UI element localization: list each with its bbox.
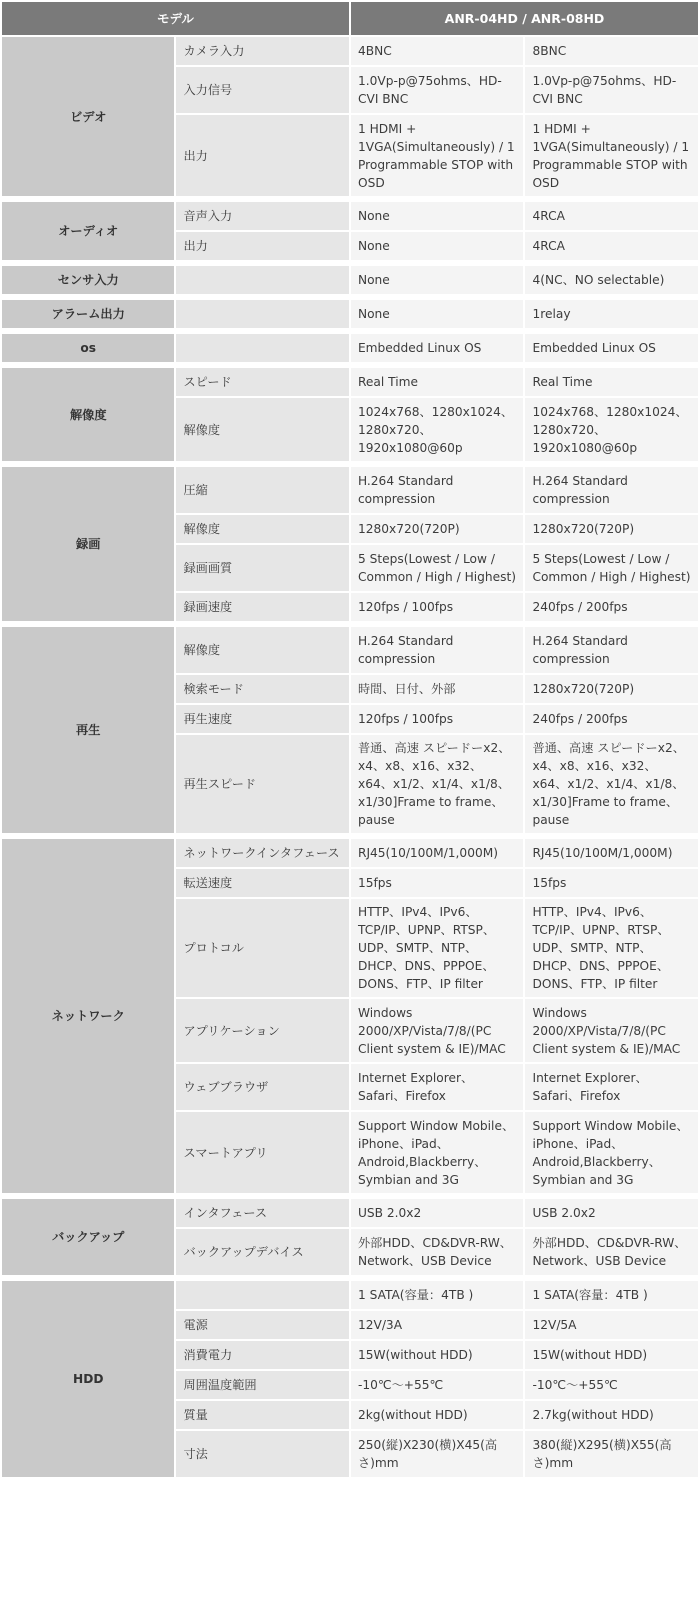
spec-label: 周囲温度範囲: [176, 1371, 349, 1399]
group-separator: [2, 262, 698, 264]
spec-value-anr08hd: 1relay: [525, 300, 698, 328]
spec-label: 解像度: [176, 398, 349, 461]
group-label: アラーム出力: [2, 300, 174, 328]
spec-value-anr08hd: 8BNC: [525, 37, 698, 65]
group-label: ネットワーク: [2, 839, 174, 1193]
spec-label: [176, 334, 349, 362]
spec-value-anr04hd: RJ45(10/100M/1,000M): [351, 839, 523, 867]
spec-label: プロトコル: [176, 899, 349, 997]
spec-label: 圧縮: [176, 467, 349, 513]
spec-label: 転送速度: [176, 869, 349, 897]
spec-label: 再生スピード: [176, 735, 349, 833]
spec-value-anr04hd: Support Window Mobile、iPhone、iPad、Android,Blackberry、Symbian and 3G: [351, 1112, 523, 1193]
spec-row: [2, 467, 698, 513]
spec-label: 検索モード: [176, 675, 349, 703]
spec-value-anr04hd: 120fps / 100fps: [351, 705, 523, 733]
group-separator: [2, 835, 698, 837]
spec-value-anr04hd: H.264 Standard compression: [351, 627, 523, 673]
group-separator: [2, 296, 698, 298]
spec-value-anr08hd: 240fps / 200fps: [525, 705, 698, 733]
model-name-cell: ANR-04HD / ANR-08HD: [351, 2, 698, 35]
spec-value-anr04hd: H.264 Standard compression: [351, 467, 523, 513]
spec-value-anr08hd: 1.0Vp-p@75ohms、HD-CVI BNC: [525, 67, 698, 113]
spec-value-anr08hd: 2.7kg(without HDD): [525, 1401, 698, 1429]
spec-label: バックアップデバイス: [176, 1229, 349, 1275]
spec-label: 消費電力: [176, 1341, 349, 1369]
spec-value-anr08hd: H.264 Standard compression: [525, 467, 698, 513]
spec-row: [2, 202, 698, 230]
group-label: バックアップ: [2, 1199, 174, 1275]
spec-value-anr04hd: 120fps / 100fps: [351, 593, 523, 621]
spec-value-anr04hd: 5 Steps(Lowest / Low / Common / High / Highest): [351, 545, 523, 591]
spec-value-anr08hd: Windows 2000/XP/Vista/7/8/(PC Client system & IE)/MAC: [525, 999, 698, 1062]
spec-label: 音声入力: [176, 202, 349, 230]
spec-value-anr04hd: None: [351, 266, 523, 294]
spec-value-anr08hd: 1 SATA(容量：4TB ): [525, 1281, 698, 1309]
group-label: ビデオ: [2, 37, 174, 196]
spec-value-anr04hd: Embedded Linux OS: [351, 334, 523, 362]
spec-value-anr08hd: 5 Steps(Lowest / Low / Common / High / Highest): [525, 545, 698, 591]
spec-value-anr04hd: 250(縦)X230(横)X45(高さ)mm: [351, 1431, 523, 1477]
spec-value-anr08hd: RJ45(10/100M/1,000M): [525, 839, 698, 867]
spec-label: 再生速度: [176, 705, 349, 733]
spec-value-anr04hd: 1 SATA(容量：4TB ): [351, 1281, 523, 1309]
spec-value-anr08hd: Support Window Mobile、iPhone、iPad、Android,Blackberry、Symbian and 3G: [525, 1112, 698, 1193]
spec-value-anr04hd: Internet Explorer、Safari、Firefox: [351, 1064, 523, 1110]
group-separator: [2, 1277, 698, 1279]
header-row: [2, 2, 698, 35]
spec-value-anr08hd: 240fps / 200fps: [525, 593, 698, 621]
spec-row: [2, 300, 698, 328]
spec-label: 解像度: [176, 515, 349, 543]
spec-value-anr08hd: 15fps: [525, 869, 698, 897]
group-label: 解像度: [2, 368, 174, 461]
group-separator: [2, 198, 698, 200]
spec-value-anr08hd: 普通、高速 スピードーx2、x4、x8、x16、x32、x64、x1/2、x1/4、x1/8、x1/30]Frame to frame、pause: [525, 735, 698, 833]
spec-label: 寸法: [176, 1431, 349, 1477]
spec-label: アプリケーション: [176, 999, 349, 1062]
spec-value-anr08hd: 1280x720(720P): [525, 515, 698, 543]
spec-label: [176, 300, 349, 328]
spec-value-anr04hd: HTTP、IPv4、IPv6、TCP/IP、UPNP、RTSP、UDP、SMTP、NTP、DHCP、DNS、PPPOE、DONS、FTP、IP filter: [351, 899, 523, 997]
spec-body: [2, 37, 698, 1477]
group-separator: [2, 330, 698, 332]
spec-label: ウェブブラウザ: [176, 1064, 349, 1110]
spec-value-anr04hd: 12V/3A: [351, 1311, 523, 1339]
spec-label: [176, 1281, 349, 1309]
spec-value-anr04hd: 1.0Vp-p@75ohms、HD-CVI BNC: [351, 67, 523, 113]
spec-value-anr08hd: 12V/5A: [525, 1311, 698, 1339]
spec-row: [2, 1281, 698, 1309]
group-label: os: [2, 334, 174, 362]
spec-value-anr04hd: 1024x768、1280x1024、1280x720、1920x1080@60p: [351, 398, 523, 461]
spec-label: カメラ入力: [176, 37, 349, 65]
spec-value-anr04hd: Windows 2000/XP/Vista/7/8/(PC Client system & IE)/MAC: [351, 999, 523, 1062]
spec-row: [2, 1199, 698, 1227]
spec-label: ネットワークインタフェース: [176, 839, 349, 867]
spec-value-anr04hd: Real Time: [351, 368, 523, 396]
spec-value-anr08hd: 1024x768、1280x1024、1280x720、1920x1080@60p: [525, 398, 698, 461]
spec-value-anr08hd: 4RCA: [525, 202, 698, 230]
spec-row: [2, 839, 698, 867]
group-separator: [2, 1195, 698, 1197]
spec-value-anr08hd: 1 HDMI + 1VGA(Simultaneously) / 1 Programmable STOP with OSD: [525, 115, 698, 196]
spec-label: 録画画質: [176, 545, 349, 591]
spec-value-anr08hd: -10℃～+55℃: [525, 1371, 698, 1399]
spec-value-anr04hd: 時間、日付、外部: [351, 675, 523, 703]
spec-label: 録画速度: [176, 593, 349, 621]
spec-value-anr08hd: 1280x720(720P): [525, 675, 698, 703]
spec-label: 解像度: [176, 627, 349, 673]
group-label: 再生: [2, 627, 174, 833]
spec-value-anr08hd: Embedded Linux OS: [525, 334, 698, 362]
group-separator: [2, 623, 698, 625]
spec-label: スマートアプリ: [176, 1112, 349, 1193]
spec-value-anr08hd: 380(縦)X295(横)X55(高さ)mm: [525, 1431, 698, 1477]
group-label: 録画: [2, 467, 174, 621]
spec-value-anr08hd: Internet Explorer、Safari、Firefox: [525, 1064, 698, 1110]
group-label: オーディオ: [2, 202, 174, 260]
spec-label: スピード: [176, 368, 349, 396]
spec-value-anr04hd: 2kg(without HDD): [351, 1401, 523, 1429]
spec-value-anr08hd: USB 2.0x2: [525, 1199, 698, 1227]
spec-value-anr08hd: 15W(without HDD): [525, 1341, 698, 1369]
spec-label: 質量: [176, 1401, 349, 1429]
spec-value-anr04hd: 4BNC: [351, 37, 523, 65]
spec-label: 電源: [176, 1311, 349, 1339]
group-label: センサ入力: [2, 266, 174, 294]
spec-value-anr08hd: H.264 Standard compression: [525, 627, 698, 673]
group-label: HDD: [2, 1281, 174, 1477]
spec-value-anr08hd: HTTP、IPv4、IPv6、TCP/IP、UPNP、RTSP、UDP、SMTP、NTP、DHCP、DNS、PPPOE、DONS、FTP、IP filter: [525, 899, 698, 997]
spec-value-anr04hd: -10℃～+55℃: [351, 1371, 523, 1399]
spec-value-anr04hd: None: [351, 300, 523, 328]
spec-value-anr04hd: 普通、高速 スピードーx2、x4、x8、x16、x32、x64、x1/2、x1/4、x1/8、x1/30]Frame to frame、pause: [351, 735, 523, 833]
spec-value-anr08hd: 外部HDD、CD&DVR-RW、Network、USB Device: [525, 1229, 698, 1275]
spec-value-anr08hd: 4RCA: [525, 232, 698, 260]
spec-label: インタフェース: [176, 1199, 349, 1227]
spec-value-anr04hd: 15fps: [351, 869, 523, 897]
spec-label: 出力: [176, 115, 349, 196]
spec-row: [2, 266, 698, 294]
spec-row: [2, 368, 698, 396]
spec-value-anr04hd: 1280x720(720P): [351, 515, 523, 543]
spec-label: 入力信号: [176, 67, 349, 113]
spec-value-anr04hd: None: [351, 232, 523, 260]
spec-value-anr04hd: None: [351, 202, 523, 230]
spec-row: [2, 37, 698, 65]
spec-value-anr04hd: 15W(without HDD): [351, 1341, 523, 1369]
spec-row: [2, 334, 698, 362]
spec-value-anr04hd: USB 2.0x2: [351, 1199, 523, 1227]
group-separator: [2, 463, 698, 465]
spec-label: [176, 266, 349, 294]
spec-value-anr08hd: 4(NC、NO selectable): [525, 266, 698, 294]
spec-value-anr08hd: Real Time: [525, 368, 698, 396]
spec-label: 出力: [176, 232, 349, 260]
spec-value-anr04hd: 外部HDD、CD&DVR-RW、Network、USB Device: [351, 1229, 523, 1275]
spec-value-anr04hd: 1 HDMI + 1VGA(Simultaneously) / 1 Programmable STOP with OSD: [351, 115, 523, 196]
spec-row: [2, 627, 698, 673]
model-label-cell: モデル: [2, 2, 349, 35]
group-separator: [2, 364, 698, 366]
